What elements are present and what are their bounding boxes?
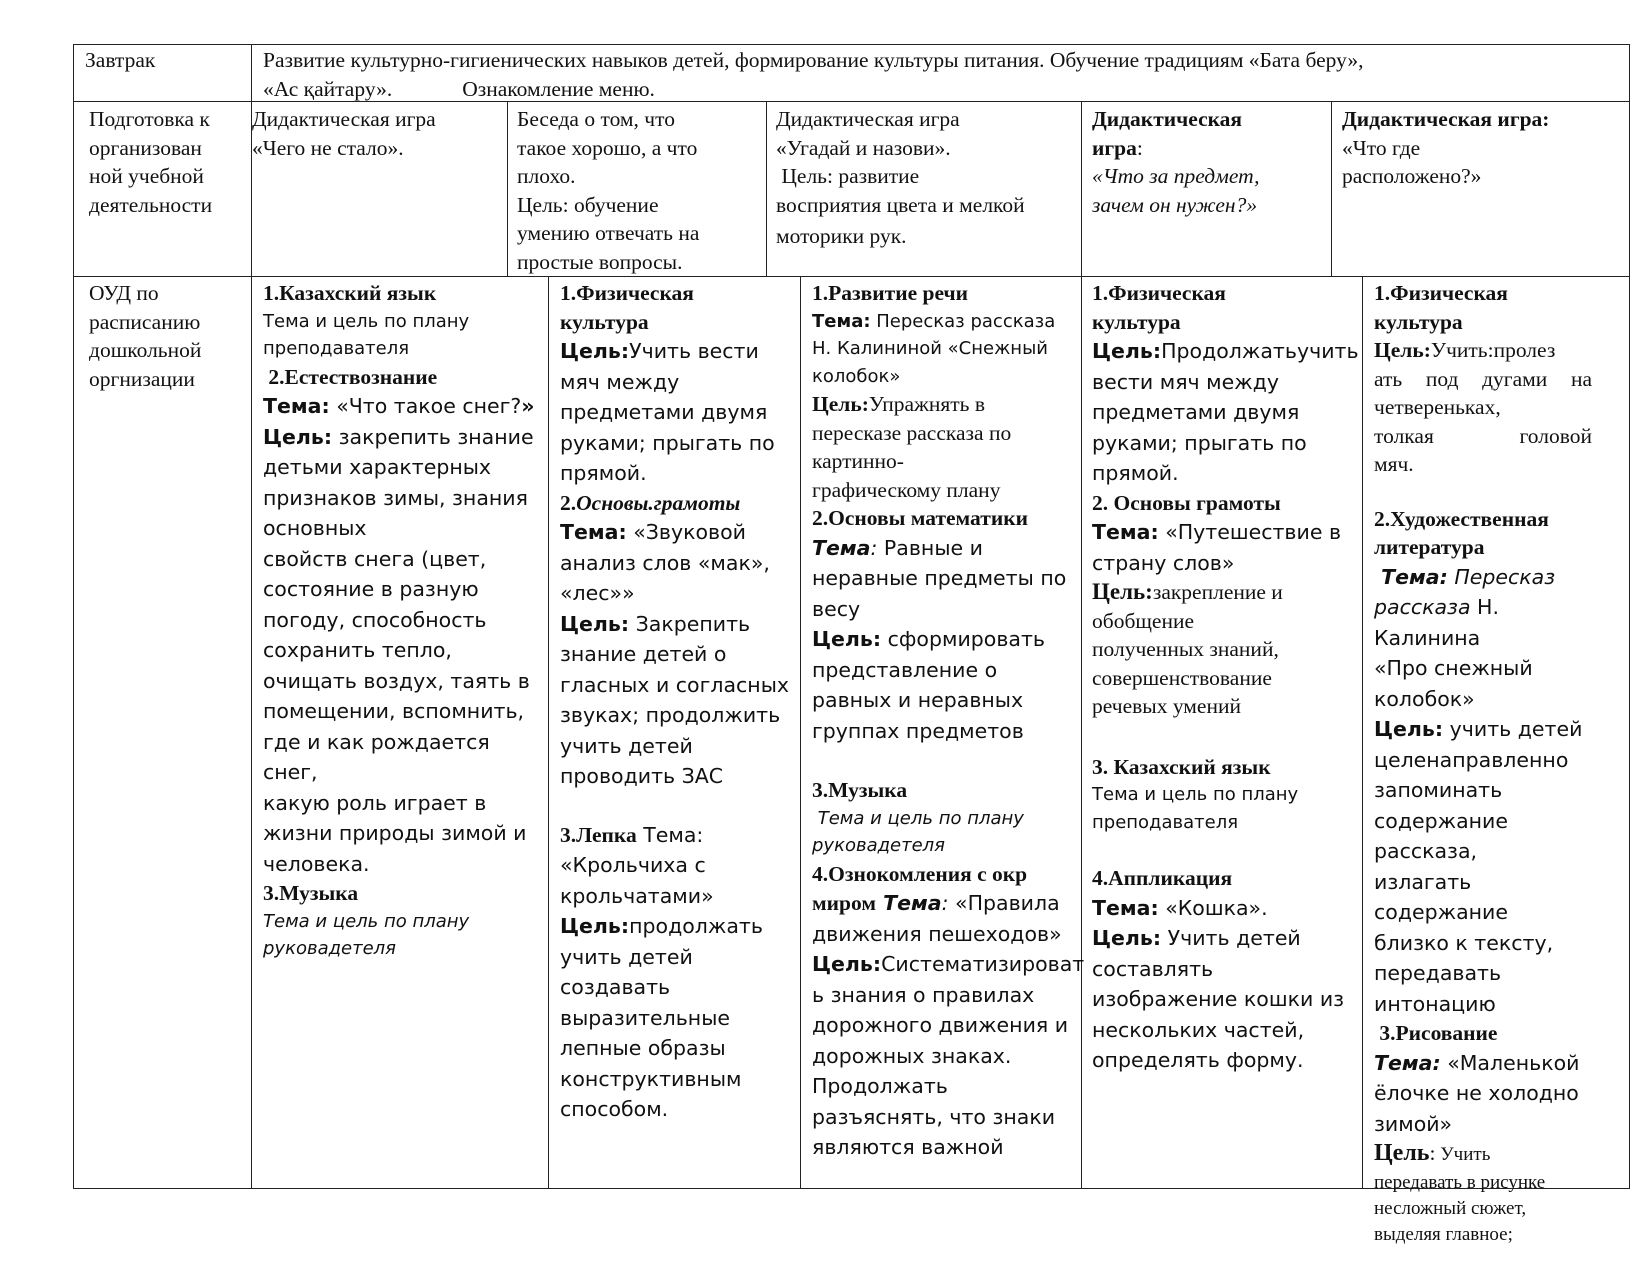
prep-col4-colon: : — [1136, 135, 1143, 160]
day3-cel-line: графическому плану — [812, 477, 1001, 502]
breakfast-label-text: Завтрак — [85, 48, 156, 72]
day2-lepka-line: «Крольчиха с — [560, 853, 706, 877]
day1-cel-label: Цель: — [263, 424, 333, 449]
breakfast-text-line2a: «Ас қайтару». — [263, 76, 393, 101]
prep-col1-line: «Чего не стало». — [252, 135, 404, 160]
day3-heading4: 4.Ознокомления с окр — [812, 861, 1028, 886]
day4-cel2-line: обобщение — [1092, 608, 1195, 633]
day4-cel4-label: Цель: — [1092, 926, 1162, 950]
day3-heading2: 2.Основы математики — [812, 506, 1028, 530]
day5-cel-label: Цель: — [1374, 338, 1431, 362]
day5-cel-line: мяч. — [1374, 452, 1414, 476]
day3-tema2-colon: : — [870, 535, 878, 560]
day2-cel3-line: конструктивным — [560, 1066, 742, 1091]
prep-label — [89, 105, 212, 219]
day2-cel3-line: выразительные — [560, 1005, 731, 1030]
day4-cel2-line: закрепление и — [1152, 580, 1283, 604]
prep-col5-title: Дидактическая игра: — [1342, 107, 1550, 131]
breakfast-text-line2b: Ознакомление меню. — [462, 76, 655, 101]
prep-col1-line: Дидактическая игра — [252, 107, 436, 131]
day2-heading3: 3.Лепка — [560, 822, 637, 847]
day4-cel-line: вести мяч между — [1092, 369, 1280, 394]
day5-cel2-line: излагать содержание — [1374, 869, 1508, 924]
day3-tema-line: Пересказ рассказа — [870, 310, 1056, 332]
day2-heading2: Основы.грамоты — [576, 490, 741, 515]
day4-cel-line: предметами двумя — [1092, 400, 1300, 424]
day3-tema4-colon: : — [941, 891, 949, 915]
grid-line-label — [251, 44, 252, 1189]
grid-line-right — [1629, 44, 1630, 1189]
day2-cel-label: Цель: — [560, 339, 630, 363]
breakfast-label — [85, 46, 155, 75]
prep-col2-line: Беседа о том, что — [517, 107, 675, 131]
grid-line-oud-2 — [800, 276, 801, 1188]
day5-heading2: литература — [1374, 535, 1485, 559]
day1-heading2: 2.Естествознание — [263, 364, 438, 389]
day2-cel2-line: учить детей — [560, 733, 693, 758]
day5-cel-line: толкая головой — [1374, 423, 1592, 448]
day5-tema3-line: зимой» — [1374, 1111, 1453, 1136]
day3-music-text: Тема и цель по плану — [812, 807, 1024, 829]
day4-cel2-label: Цель: — [1092, 579, 1153, 604]
day2-cel-line: Учить вести — [629, 339, 759, 363]
day3-tema2-line: Равные и — [877, 535, 983, 560]
prep-col3-line: Цель: развитие — [776, 164, 920, 188]
prep-col1 — [252, 105, 436, 162]
day2-cel3-line: создавать — [560, 975, 671, 999]
prep-col5 — [1342, 105, 1549, 191]
prep-col2-line: такое хорошо, а что — [517, 135, 698, 160]
prep-col4-italic: зачем он нужен?» — [1092, 192, 1258, 217]
day1-cel-line: помещении, вспомнить, — [263, 699, 525, 723]
grid-line-oud-1 — [548, 276, 549, 1188]
day1-heading1: 1.Казахский язык — [263, 281, 437, 305]
day5-tema3-label: Тема: — [1374, 1050, 1441, 1075]
prep-col3-line: Дидактическая игра — [776, 107, 960, 131]
day4-cel2-line: речевых умений — [1092, 694, 1241, 718]
day3-cel4-line: разъяснять, что знаки — [812, 1104, 1056, 1129]
prep-label-line: организован — [89, 135, 202, 160]
day3-tema-line: Н. Калининой «Снежный — [812, 338, 1048, 359]
day1-tema-label: Тема: — [263, 394, 330, 418]
day4-cel4-line: определять форму. — [1092, 1048, 1304, 1072]
day3-cel2-label: Цель: — [812, 627, 882, 651]
prep-col4-title: Дидактическая — [1092, 107, 1243, 131]
day3-cel4-line: Продолжать — [812, 1074, 948, 1098]
oud-day4 — [1092, 279, 1358, 1076]
day4-cel2-line: полученных знаний, — [1092, 637, 1279, 661]
day3-cel2-line: сформировать — [881, 627, 1045, 651]
day3-heading3: 3.Музыка — [812, 778, 908, 802]
day3-tema4-label: Тема — [875, 891, 942, 915]
grid-line-oud-4 — [1362, 276, 1363, 1188]
day2-cel-line: прямой. — [560, 461, 647, 485]
day5-tema-italic2: рассказа — [1374, 595, 1471, 619]
day5-cel3-line: Учить — [1435, 1144, 1491, 1165]
day4-heading3: 3. Казахский язык — [1092, 754, 1271, 779]
day5-heading1: культура — [1374, 309, 1463, 334]
day1-cel-line: состояние в разную — [263, 577, 479, 601]
day3-tema2-line: весу — [812, 596, 861, 621]
prep-col2-line: плохо. — [517, 164, 576, 188]
day5-cel2-line: содержание рассказа, — [1374, 808, 1508, 863]
day3-cel-label: Цель: — [812, 392, 869, 416]
day3-heading4b: миром — [812, 891, 876, 915]
prep-label-line: Подготовка к — [89, 107, 210, 131]
day5-cel2-label: Цель: — [1374, 717, 1444, 741]
day4-cel-label: Цель: — [1092, 339, 1162, 363]
day5-tema-label: Тема: — [1374, 564, 1448, 589]
oud-label-line: расписанию — [89, 309, 201, 334]
day4-heading4: 4.Аппликация — [1092, 866, 1233, 890]
day1-tema-text: «Что такое снег? — [329, 394, 522, 418]
day2-tema-line: «Звуковой — [626, 520, 746, 544]
day3-cel2-line: представление о — [812, 657, 998, 682]
day4-tema-label: Тема: — [1092, 520, 1159, 544]
day3-cel4-line: ь знания о правилах — [812, 982, 1035, 1007]
day2-cel-line: мяч между — [560, 369, 680, 394]
day1-cel-line: закрепить знание — [332, 424, 534, 449]
day3-tema-label: Тема: — [812, 310, 871, 332]
grid-line-prep-3 — [1081, 101, 1082, 276]
day1-music-text: Тема и цель по плану — [263, 910, 470, 932]
day4-cel2-line: совершенствование — [1092, 665, 1272, 690]
day4-cel-line: руками; прыгать по — [1092, 430, 1307, 455]
day3-cel4-label: Цель: — [812, 952, 882, 976]
day5-cel2-line: близко к тексту, — [1374, 930, 1554, 955]
day4-cel4-line: изображение кошки из — [1092, 987, 1345, 1011]
day1-tema-close: » — [521, 394, 535, 418]
day1-cel-line: где и как рождается снег, — [263, 729, 490, 784]
day2-cel2-label: Цель: — [560, 611, 630, 636]
day3-tema2-label: Тема — [812, 535, 871, 560]
oud-day2 — [560, 279, 796, 1125]
prep-col2-line: Цель: обучение — [517, 192, 659, 217]
oud-label-line: дошкольной — [89, 338, 202, 362]
breakfast-text-line1: Развитие культурно-гигиенических навыков детей, формирование культуры питания. Обучение традициям «Бата беру», — [263, 48, 1364, 72]
prep-col5-line: «Что где — [1342, 135, 1421, 160]
day4-heading2: 2. Основы грамоты — [1092, 490, 1281, 515]
day5-cel2-line: передавать — [1374, 961, 1502, 985]
day5-cel2-line: интонацию — [1374, 991, 1496, 1016]
day1-cel-line: основных — [263, 516, 367, 540]
day3-cel4-line: являются важной — [812, 1135, 1004, 1159]
day4-heading1: 1.Физическая — [1092, 281, 1226, 305]
day1-cel-line: свойств снега (цвет, — [263, 546, 487, 571]
day2-cel2-line: звуках; продолжить — [560, 703, 781, 727]
grid-line-prep-1 — [507, 101, 508, 276]
day5-cel3-colon: : — [1429, 1141, 1436, 1165]
breakfast-text — [263, 46, 1623, 103]
day2-cel2-line: Закрепить — [629, 611, 751, 636]
oud-label-line: оргнизации — [89, 366, 195, 391]
day1-cel-line: сохранить тепло, — [263, 638, 452, 662]
day5-cel-first: Учить:пролез — [1430, 338, 1556, 362]
day2-cel3-label: Цель: — [560, 914, 630, 938]
day5-heading3: 3.Рисование — [1374, 1021, 1498, 1045]
day5-tema-line: колобок» — [1374, 686, 1475, 711]
day2-cel3-line: лепные образы — [560, 1036, 726, 1060]
prep-col4 — [1092, 105, 1260, 219]
day3-cel2-line: группах предметов — [812, 718, 1024, 743]
day3-tema2-line: неравные предметы по — [812, 566, 1067, 590]
prep-col2-line: простые вопросы. — [517, 249, 683, 274]
day3-cel4-line: Систематизироват — [881, 952, 1085, 976]
day3-tema-line: колобок» — [812, 365, 901, 387]
day5-tema-line: «Про снежный — [1374, 656, 1533, 680]
grid-line-prep-4 — [1331, 101, 1332, 276]
day2-heading1: 1.Физическая — [560, 281, 694, 305]
prep-col4-italic: «Что за предмет, — [1092, 164, 1260, 188]
day3-cel-line: пересказе рассказа по — [812, 420, 1012, 445]
day4-kazakh-text: Тема и цель по плану — [1092, 784, 1299, 805]
day4-tema-line: «Путешествие в — [1158, 520, 1342, 544]
day5-tema3-line: «Маленькой — [1440, 1050, 1580, 1075]
grid-line-top — [73, 44, 1630, 45]
prep-col2 — [517, 105, 699, 276]
day3-tema4-line: движения пешеходов» — [812, 921, 1062, 946]
day3-tema4-line: «Правила — [948, 891, 1060, 915]
grid-line-oud-3 — [1081, 276, 1082, 1188]
prep-col3-line: восприятия цвета и мелкой — [776, 192, 1025, 217]
day4-tema-line: страну слов» — [1092, 550, 1235, 575]
day3-cel-line: картинно- — [812, 449, 904, 473]
day4-kazakh-text: преподавателя — [1092, 811, 1239, 833]
day5-heading1: 1.Физическая — [1374, 281, 1508, 305]
prep-label-line: деятельности — [89, 192, 213, 217]
day3-heading1: 1.Развитие речи — [812, 281, 968, 305]
day4-tema4-label: Тема: — [1092, 895, 1159, 920]
day3-music-text: руковадетеля — [812, 835, 946, 856]
day1-cel-line: человека. — [263, 851, 370, 876]
day5-tema-rest: Н. Калинина — [1374, 595, 1499, 650]
day5-cel3-line: выделяя главное; — [1374, 1223, 1513, 1245]
day2-cel3-line: учить детей — [560, 944, 693, 969]
prep-col4-title: игра — [1092, 135, 1137, 160]
day5-cel2-line: учить детей — [1443, 717, 1583, 741]
day4-cel4-line: Учить детей — [1161, 926, 1301, 950]
prep-col3-line: моторики рук. — [776, 224, 907, 248]
day4-tema4-text: «Кошка». — [1158, 895, 1268, 920]
day3-cel2-line: равных и неравных — [812, 688, 1024, 712]
prep-col2-line: умению отвечать на — [517, 221, 700, 245]
day2-heading2-num: 2. — [560, 490, 577, 515]
day1-text: преподавателя — [263, 338, 410, 359]
day4-cel4-line: нескольких частей, — [1092, 1017, 1305, 1042]
day1-cel-line: очищать воздух, таять в — [263, 668, 530, 693]
grid-line-left — [73, 44, 74, 1189]
day1-heading3: 3.Музыка — [263, 881, 359, 905]
day2-cel2-line: проводить ЗАС — [560, 764, 724, 788]
day1-cel-line: жизни природы зимой и — [263, 821, 527, 845]
day5-heading2: 2.Художественная — [1374, 506, 1549, 531]
day2-cel-line: руками; прыгать по — [560, 430, 775, 455]
oud-day1 — [263, 279, 546, 963]
oud-label — [89, 279, 201, 393]
prep-col3 — [776, 105, 1025, 251]
grid-line-h2 — [73, 276, 1630, 277]
day2-tema-label: Тема: — [560, 520, 627, 544]
day1-text: Тема и цель по плану — [263, 310, 470, 332]
day5-cel2-line: запоминать — [1374, 778, 1503, 802]
oud-day3 — [812, 279, 1085, 1163]
day3-cel4-line: дорожного движения и — [812, 1013, 1069, 1037]
day1-music-text: руковадетеля — [263, 938, 397, 959]
day1-cel-line: детьми характерных — [263, 455, 492, 479]
day5-cel3-line: несложный сюжет, — [1374, 1197, 1527, 1219]
grid-line-prep-2 — [766, 101, 767, 276]
prep-col5-line: расположено?» — [1342, 164, 1482, 188]
day4-cel-line: прямой. — [1092, 461, 1179, 485]
day5-tema3-line: ёлочке не холодно — [1374, 1081, 1579, 1105]
day2-heading1: культура — [560, 309, 649, 334]
day2-cel2-line: знание детей о — [560, 642, 727, 666]
day3-cel-line: Упражнять в — [868, 392, 985, 416]
day2-lepka-line: крольчатами» — [560, 883, 714, 908]
day5-tema-italic: Пересказ — [1447, 564, 1556, 589]
oud-day5 — [1374, 279, 1592, 1248]
day2-lepka-tema: Тема: — [636, 822, 704, 847]
day4-cel-line: Продолжатьучить — [1161, 339, 1359, 363]
day2-tema-line: анализ слов «мак», — [560, 550, 770, 575]
day4-heading1: культура — [1092, 309, 1181, 334]
day3-cel4-line: дорожных знаках. — [812, 1043, 1012, 1068]
day5-cel-line: ать под дугами на — [1374, 366, 1592, 391]
prep-label-line: ной учебной — [89, 164, 204, 188]
prep-col3-line: «Угадай и назови». — [776, 135, 951, 160]
day5-cel-line: четвереньках, — [1374, 395, 1501, 419]
oud-label-line: ОУД по — [89, 281, 159, 305]
day5-cel3-label: Цель — [1374, 1140, 1430, 1166]
day1-cel-line: погоду, способность — [263, 607, 487, 632]
day1-cel-line: какую роль играет в — [263, 790, 487, 815]
day2-tema-line: «лес»» — [560, 581, 635, 605]
day2-cel-line: предметами двумя — [560, 400, 768, 424]
day5-cel2-line: целенаправленно — [1374, 747, 1569, 772]
day1-cel-line: признаков зимы, знания — [263, 485, 528, 510]
day5-cel3-line: передавать в рисунке — [1374, 1171, 1546, 1193]
day2-cel3-line: способом. — [560, 1097, 669, 1121]
day2-cel2-line: гласных и согласных — [560, 672, 790, 697]
day2-cel3-line: продолжать — [629, 914, 763, 938]
day4-cel4-line: составлять — [1092, 956, 1214, 981]
